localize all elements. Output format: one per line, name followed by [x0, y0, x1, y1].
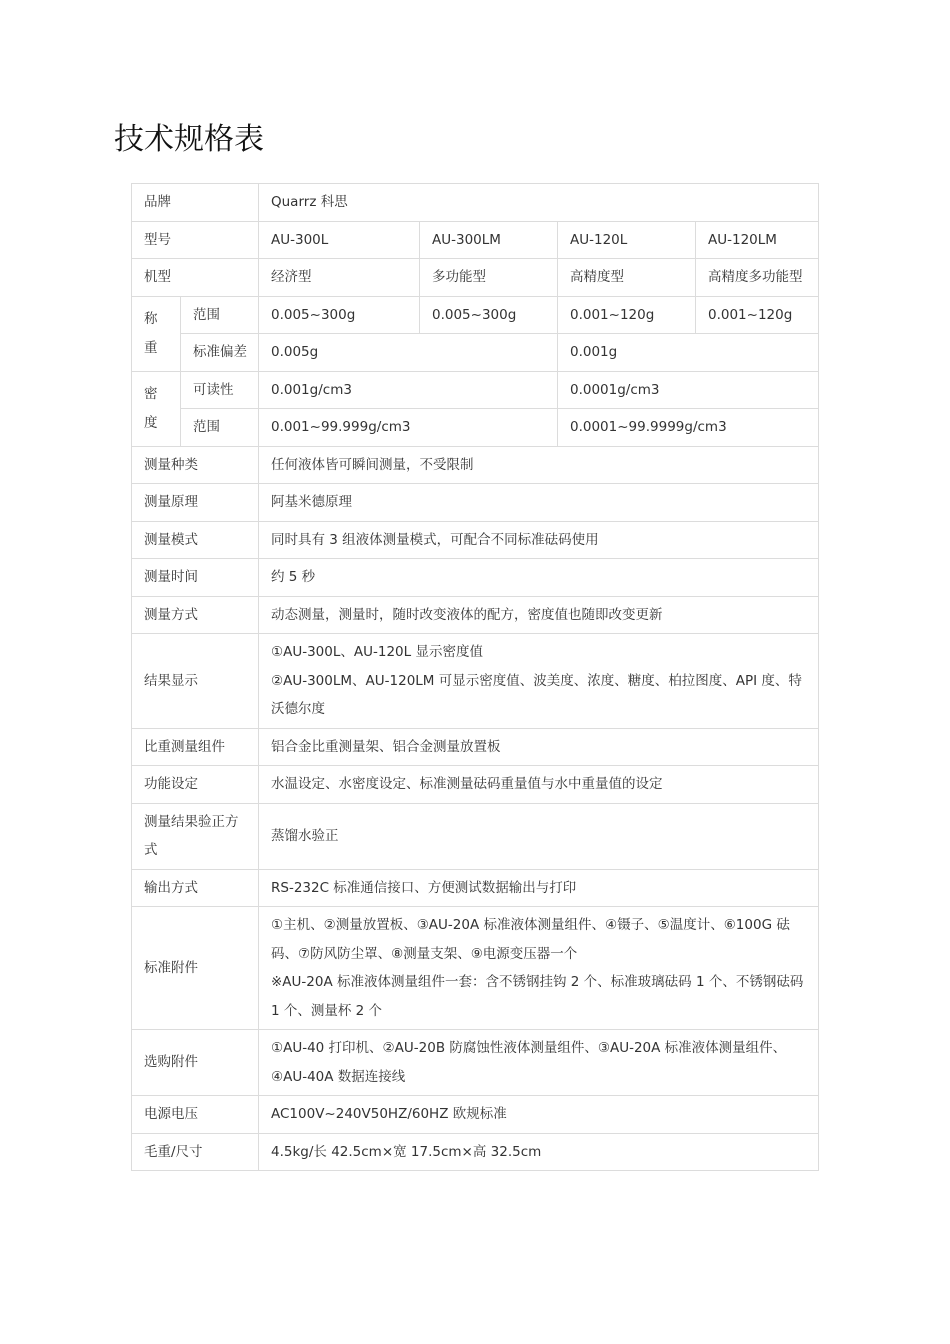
- row-label: 选购附件: [132, 1030, 259, 1096]
- spec-table: [131, 183, 819, 1171]
- row-value: 蒸馏水验正: [259, 803, 819, 869]
- table-row: [132, 869, 819, 907]
- group-label: 称重: [132, 296, 181, 371]
- row-value: 铝合金比重测量架、铝合金测量放置板: [259, 728, 819, 766]
- cell-value: 0.0001~99.9999g/cm3: [558, 409, 819, 447]
- row-label: 电源电压: [132, 1096, 259, 1134]
- value-line: ①AU-300L、AU-120L 显示密度值: [271, 644, 483, 660]
- group-label: 密度: [132, 371, 181, 446]
- row-value: 同时具有 3 组液体测量模式，可配合不同标准砝码使用: [259, 521, 819, 559]
- table-row: [132, 371, 819, 409]
- row-label: 测量方式: [132, 596, 259, 634]
- table-row: [132, 1030, 819, 1096]
- table-row: [132, 634, 819, 729]
- row-value: RS-232C 标准通信接口、方便测试数据输出与打印: [259, 869, 819, 907]
- cell-value: 高精度型: [558, 259, 696, 297]
- cell-value: 高精度多功能型: [696, 259, 819, 297]
- row-label: 测量时间: [132, 559, 259, 597]
- table-row: [132, 596, 819, 634]
- row-value: 4.5kg/长 42.5cm×宽 17.5cm×高 32.5cm: [259, 1133, 819, 1171]
- row-value: 约 5 秒: [259, 559, 819, 597]
- table-row: [132, 446, 819, 484]
- table-row: [132, 728, 819, 766]
- row-value: [259, 907, 819, 1030]
- sub-label: 标准偏差: [181, 334, 259, 372]
- cell-value: 0.005g: [259, 334, 558, 372]
- cell-value: AU-120LM: [696, 221, 819, 259]
- sub-label: 范围: [181, 296, 259, 334]
- value-line: ①主机、②测量放置板、③AU-20A 标准液体测量组件、④镊子、⑤温度计、⑥100G 砝码、⑦防风防尘罩、⑧测量支架、⑨电源变压器一个: [271, 917, 790, 962]
- row-value: AC100V~240V50HZ/60HZ 欧规标准: [259, 1096, 819, 1134]
- table-row: [132, 221, 819, 259]
- row-value: Quarrz 科思: [259, 184, 819, 222]
- cell-value: 经济型: [259, 259, 420, 297]
- cell-value: 0.005~300g: [420, 296, 558, 334]
- row-value: [259, 634, 819, 729]
- cell-value: AU-300L: [259, 221, 420, 259]
- row-label: 功能设定: [132, 766, 259, 804]
- table-row: [132, 803, 819, 869]
- table-row: [132, 521, 819, 559]
- table-row: [132, 409, 819, 447]
- row-label: 型号: [132, 221, 259, 259]
- cell-value: 多功能型: [420, 259, 558, 297]
- row-label: 比重测量组件: [132, 728, 259, 766]
- sub-label: 可读性: [181, 371, 259, 409]
- row-label: 输出方式: [132, 869, 259, 907]
- row-label: 测量种类: [132, 446, 259, 484]
- cell-value: 0.001~120g: [558, 296, 696, 334]
- table-row: [132, 1096, 819, 1134]
- sub-label: 范围: [181, 409, 259, 447]
- table-row: [132, 334, 819, 372]
- cell-value: 0.001g: [558, 334, 819, 372]
- row-value: ①AU-40 打印机、②AU-20B 防腐蚀性液体测量组件、③AU-20A 标准液体测量组件、④AU-40A 数据连接线: [259, 1030, 819, 1096]
- value-line: ②AU-300LM、AU-120LM 可显示密度值、波美度、浓度、糖度、柏拉图度、API 度、特沃德尔度: [271, 672, 802, 717]
- row-value: 任何液体皆可瞬间测量，不受限制: [259, 446, 819, 484]
- row-value: 阿基米德原理: [259, 484, 819, 522]
- row-label: 测量结果验正方式: [132, 803, 259, 869]
- table-row: [132, 259, 819, 297]
- value-line: ※AU-20A 标准液体测量组件一套：含不锈钢挂钩 2 个、标准玻璃砝码 1 个、不锈钢砝码 1 个、测量杯 2 个: [271, 974, 804, 1019]
- cell-value: 0.0001g/cm3: [558, 371, 819, 409]
- row-label: 结果显示: [132, 634, 259, 729]
- cell-value: AU-300LM: [420, 221, 558, 259]
- row-label: 测量模式: [132, 521, 259, 559]
- cell-value: 0.001~120g: [696, 296, 819, 334]
- row-label: 机型: [132, 259, 259, 297]
- table-row: [132, 184, 819, 222]
- cell-value: 0.005~300g: [259, 296, 420, 334]
- table-row: [132, 1133, 819, 1171]
- cell-value: AU-120L: [558, 221, 696, 259]
- row-label: 品牌: [132, 184, 259, 222]
- cell-value: 0.001g/cm3: [259, 371, 558, 409]
- table-row: [132, 484, 819, 522]
- table-row: [132, 559, 819, 597]
- table-row: [132, 766, 819, 804]
- row-value: 水温设定、水密度设定、标准测量砝码重量值与水中重量值的设定: [259, 766, 819, 804]
- table-row: [132, 907, 819, 1030]
- cell-value: 0.001~99.999g/cm3: [259, 409, 558, 447]
- row-label: 测量原理: [132, 484, 259, 522]
- row-label: 标准附件: [132, 907, 259, 1030]
- page-title: 技术规格表: [114, 122, 264, 157]
- row-value: 动态测量，测量时，随时改变液体的配方，密度值也随即改变更新: [259, 596, 819, 634]
- table-row: [132, 296, 819, 334]
- row-label: 毛重/尺寸: [132, 1133, 259, 1171]
